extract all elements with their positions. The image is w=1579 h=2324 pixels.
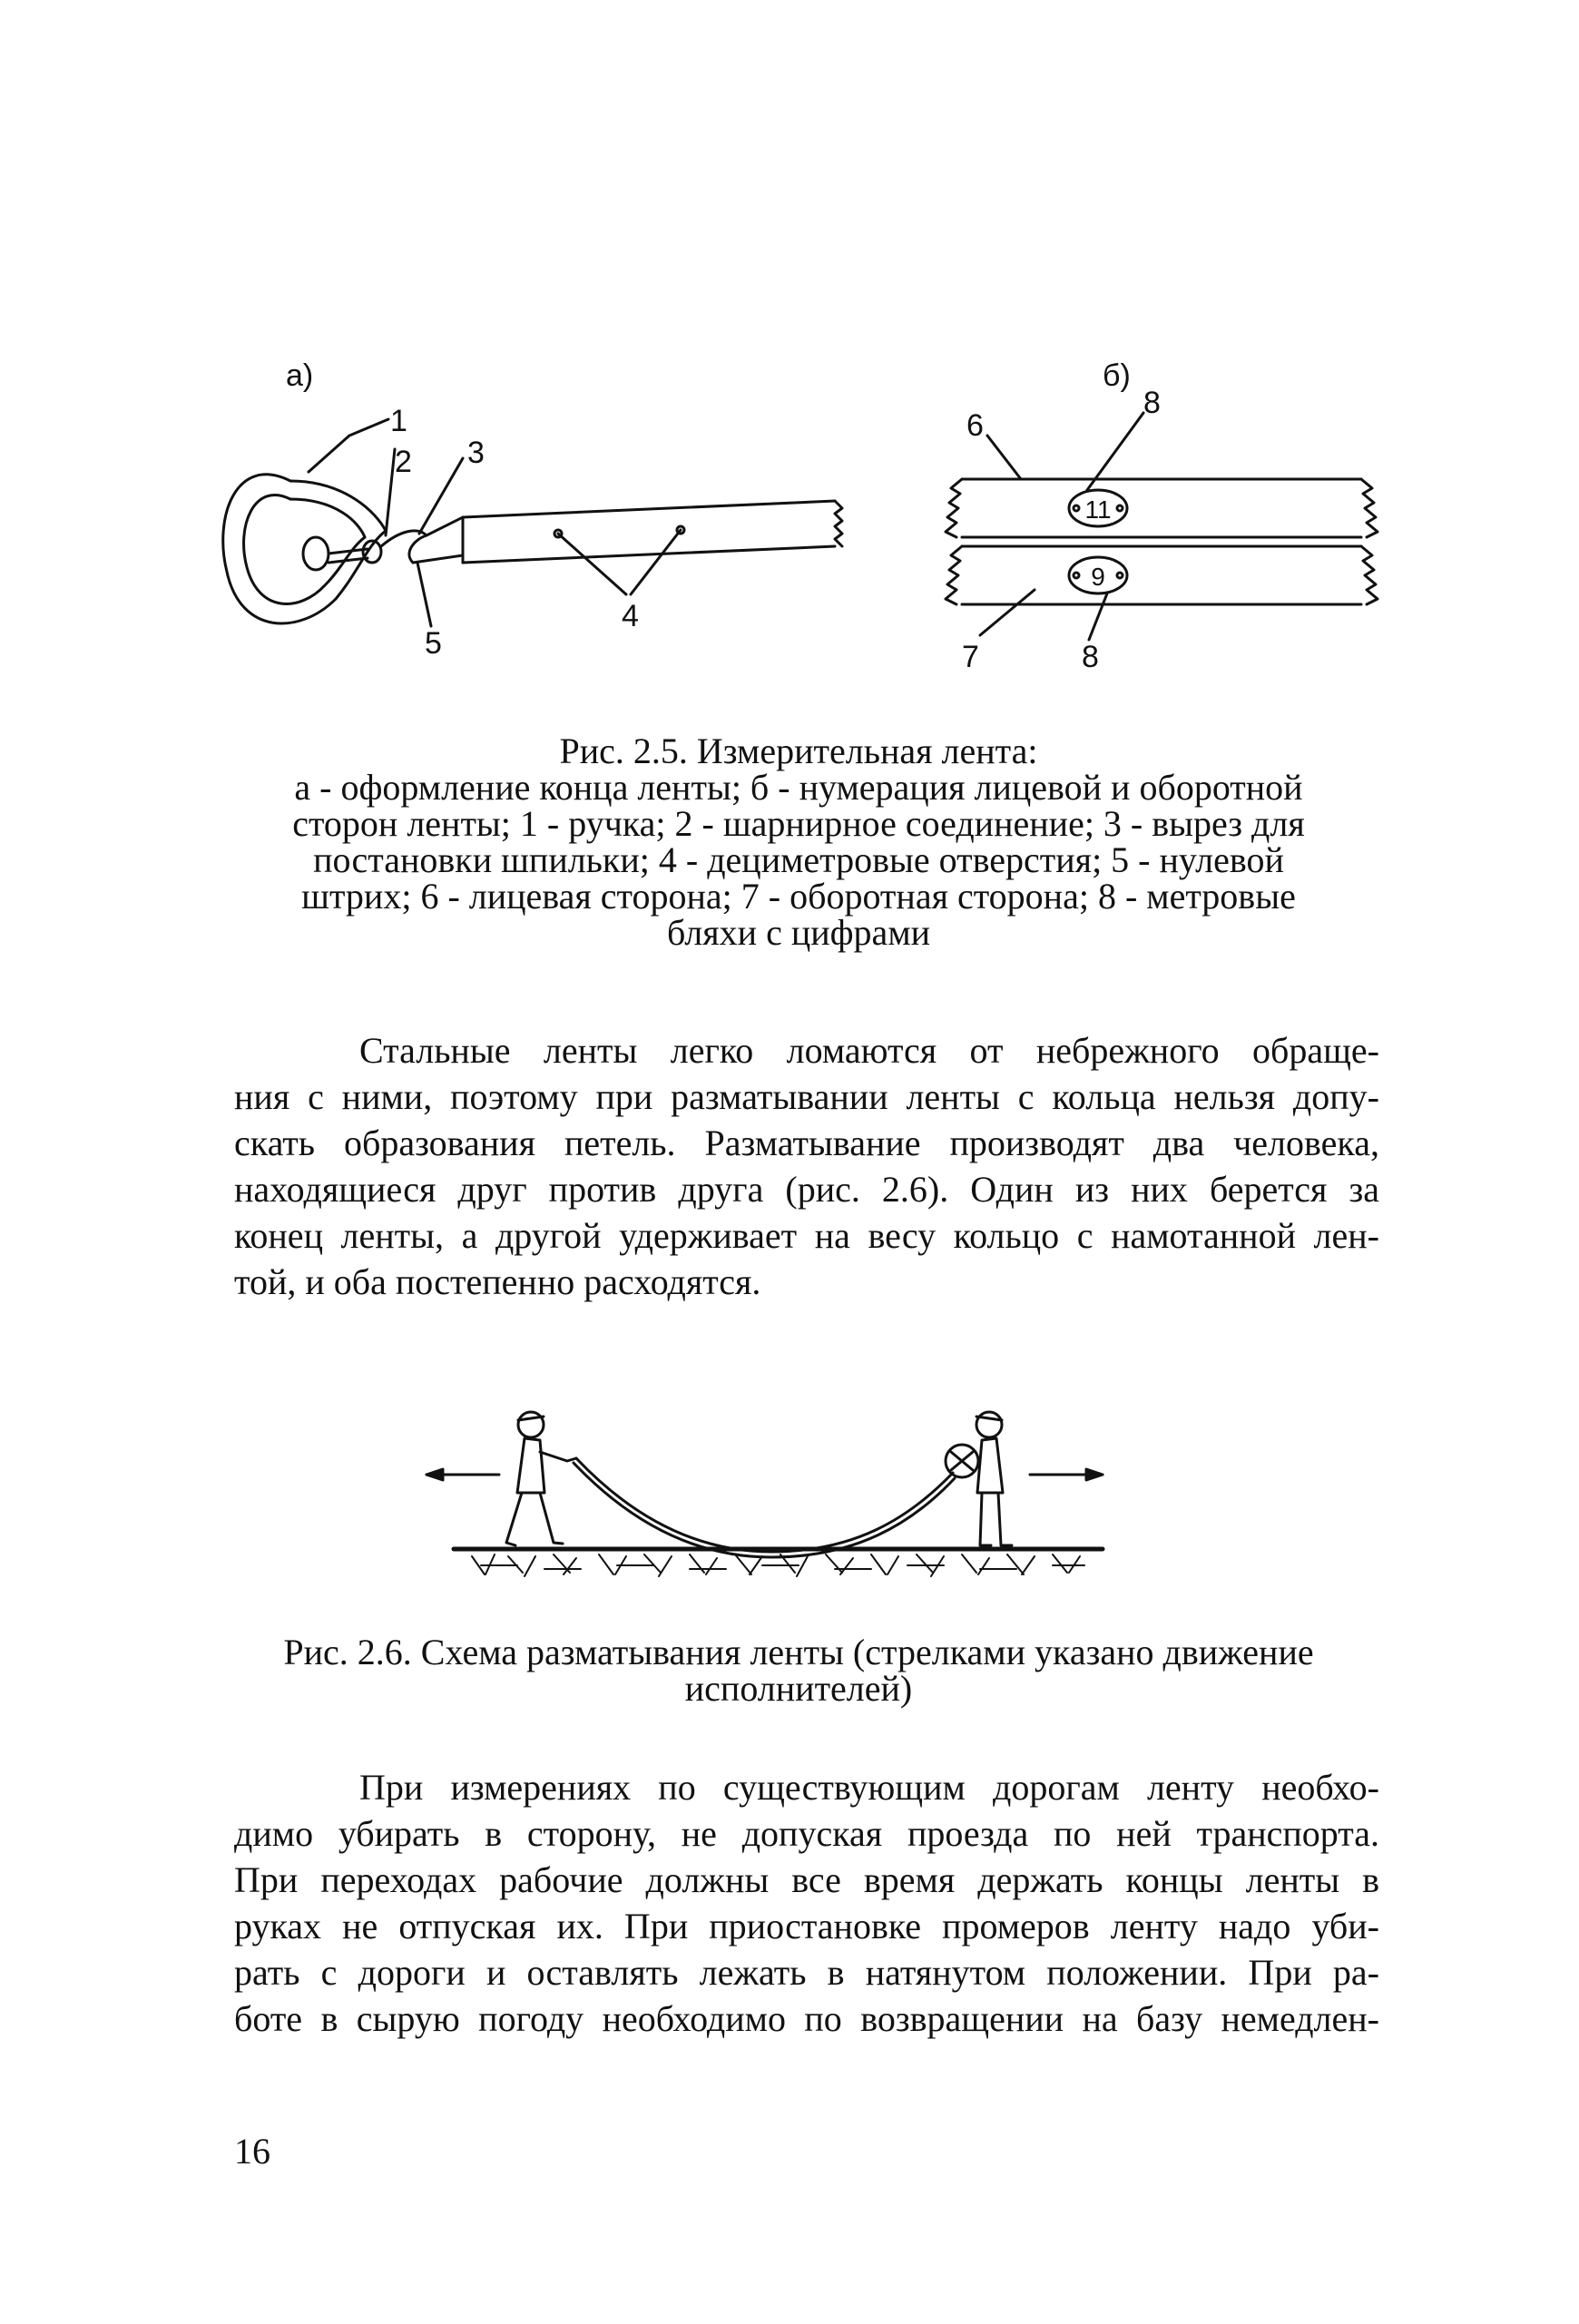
callout-2: 2	[395, 445, 412, 479]
page-number: 16	[234, 2131, 270, 2172]
figure-2-6	[417, 1384, 1143, 1602]
caption-line: Рис. 2.6. Схема разматывания ленты (стрелками указано движение	[283, 1632, 1314, 1672]
callout-3: 3	[467, 436, 485, 470]
body-paragraph-2	[234, 1764, 1379, 2042]
tape-strip-front-drawing	[463, 501, 842, 563]
text-line: ния с ними, поэтому при разматывании ленты с кольца нельзя допу-	[234, 1076, 1379, 1117]
callout-1: 1	[390, 404, 407, 438]
text-line: находящиеся друг против друга (рис. 2.6). Один из них берется за	[234, 1169, 1379, 1210]
body-paragraph-1	[234, 1027, 1379, 1305]
text-line: рать с дороги и оставлять лежать в натянутом положении. При ра-	[234, 1952, 1379, 1993]
text-line: конец ленты, а другой удерживает на весу кольцо с намотанной лен-	[234, 1215, 1379, 1256]
panel-b-label: б)	[1103, 358, 1131, 393]
figure-2-5	[209, 345, 1407, 690]
ground-hatching	[454, 1549, 1103, 1576]
callout-leaders-a	[309, 419, 681, 626]
callout-7: 7	[962, 640, 979, 674]
caption-line: бляхи с цифрами	[666, 912, 931, 953]
text-line: руках не отпуская их. При приостановке промеров ленту надо уби-	[234, 1906, 1379, 1946]
caption-line: а - оформление конца ленты; б - нумерация лицевой и оборотной	[294, 767, 1303, 808]
caption-line: сторон ленты; 1 - ручка; 2 - шарнирное соединение; 3 - вырез для	[292, 803, 1305, 844]
caption-line: штрих; 6 - лицевая сторона; 7 - оборотная сторона; 8 - метровые	[301, 876, 1296, 917]
caption-line: постановки шпильки; 4 - дециметровые отверстия; 5 - нулевой	[313, 839, 1284, 880]
plate-number-front: 11	[1084, 495, 1112, 524]
text-line: димо убирать в сторону, не допуская проезда по ней транспорта.	[234, 1813, 1379, 1854]
text-line: боте в сырую погоду необходимо по возвращении на базу немедлен-	[234, 1998, 1379, 2039]
caption-line: Рис. 2.5. Измерительная лента:	[559, 731, 1038, 771]
measuring-tape-curve	[574, 1458, 955, 1557]
panel-a-label: а)	[286, 358, 314, 393]
text-line: При переходах рабочие должны все время держать концы ленты в	[234, 1859, 1379, 1900]
worker-left-figure	[506, 1412, 576, 1545]
figure-2-5-caption	[209, 733, 1388, 951]
caption-line: исполнителей)	[684, 1668, 913, 1709]
text-line: той, и оба постепенно расходятся.	[234, 1261, 761, 1302]
text-line: Стальные ленты легко ломаются от небрежного обраще-	[359, 1030, 1379, 1071]
callout-5: 5	[425, 626, 442, 661]
callout-8-top: 8	[1143, 386, 1161, 420]
tape-strip-double-drawing	[946, 479, 1378, 604]
callout-4: 4	[622, 599, 639, 633]
text-line: скать образования петель. Разматывание производят два человека,	[234, 1123, 1379, 1163]
left-arrow	[427, 1469, 499, 1480]
figure-2-6-caption	[209, 1634, 1388, 1707]
plate-number-back: 9	[1091, 563, 1105, 591]
callout-6: 6	[966, 408, 984, 443]
text-line: При измерениях по существующим дорогам ленту необхо-	[359, 1767, 1379, 1808]
right-arrow	[1030, 1469, 1103, 1480]
callout-8-bottom: 8	[1082, 640, 1099, 674]
